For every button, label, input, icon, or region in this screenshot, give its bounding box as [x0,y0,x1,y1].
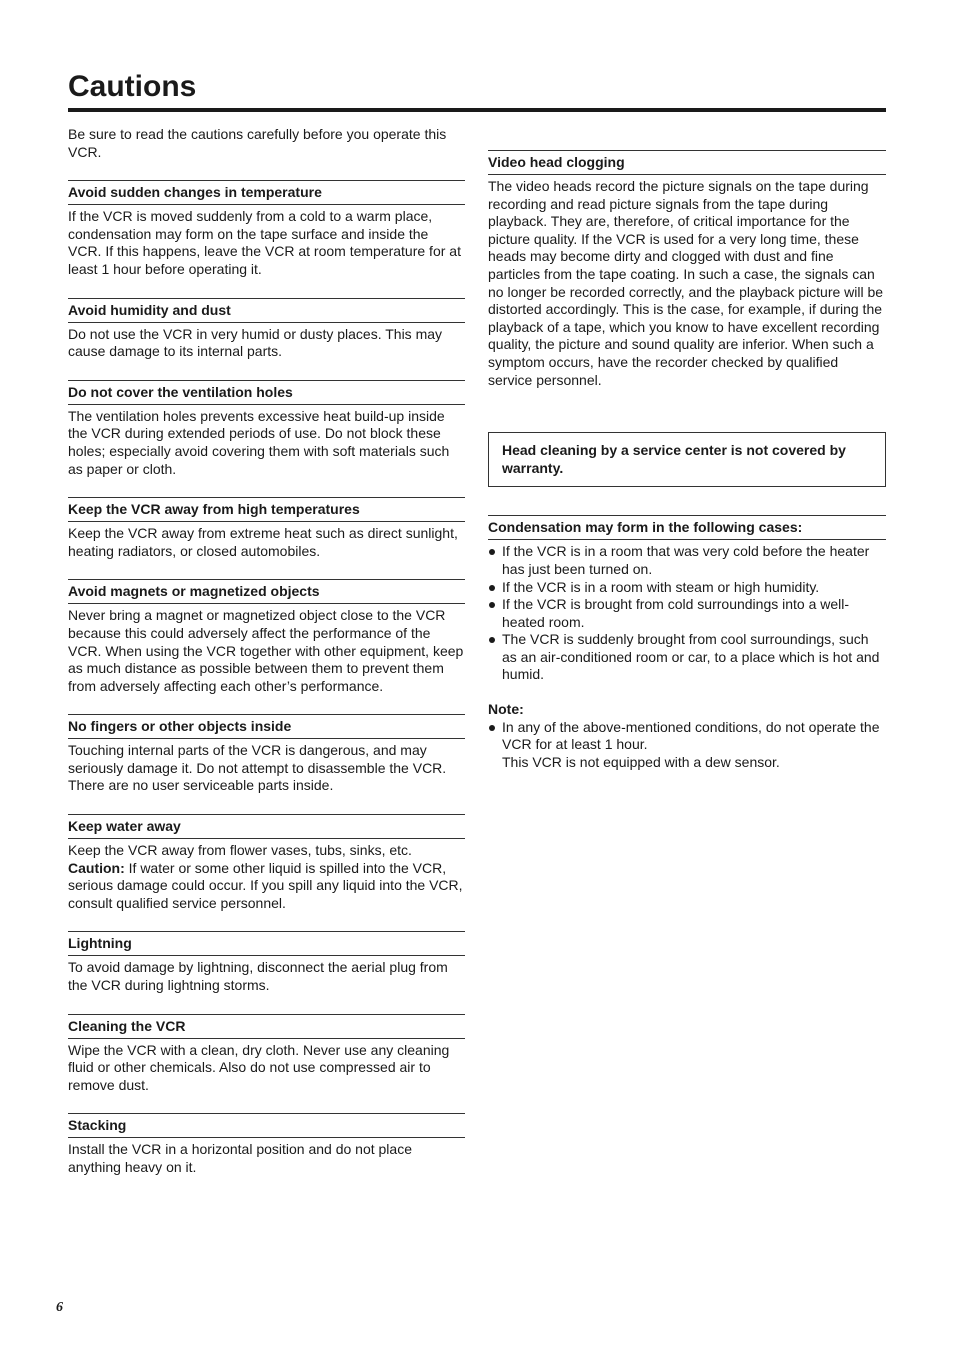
list-item [488,579,886,597]
section-lightning [68,931,465,994]
list-item-text: In any of the above-mentioned conditions, do not operate the VCR for at least 1 hour. [502,718,880,753]
list-item [488,719,886,754]
section-body: To avoid damage by lightning, disconnect the aerial plug from the VCR during lightning storms. [68,959,448,994]
section-heading: Condensation may form in the following cases: [488,515,886,540]
list-item [488,543,886,578]
section-condensation [488,515,886,771]
right-column [488,126,886,771]
section-heading: No fingers or other objects inside [68,714,465,739]
section-body: Keep the VCR away from extreme heat such as direct sunlight, heating radiators, or closed automobiles. [68,525,458,559]
section-cleaning [68,1014,465,1095]
section-body [68,842,465,912]
bullet-icon [489,602,495,608]
section-body: Never bring a magnet or magnetized object close to the VCR because this could adversely affect the performance of the VCR. When using the VCR together with other equipment, keep as much distance as possible between them to prevent them from adversely affecting each other’s performance. [68,607,464,694]
list-item-text: If the VCR is brought from cold surroundings into a well-heated room. [502,596,850,630]
note-extra-text: This VCR is not equipped with a dew sensor. [502,753,780,770]
section-ventilation [68,380,465,478]
section-heading: Cleaning the VCR [68,1014,465,1039]
page-number: 6 [56,1300,63,1315]
section-temperature-changes [68,180,465,278]
section-heading: Stacking [68,1113,465,1138]
section-body: The video heads record the picture signals on the tape during recording and read picture signals from the tape during playback. They are, therefore, of critical importance for the picture quality. If the VCR is used for a very long time, these heads may become dirty and clogged with dust and fine particles from the tape coating. In such a case, the signals can no longer be recorded correctly, and the playback picture will be distorted accordingly. This is the case, for example, if during the playback of a tape, which you know to have excellent recording quality, the picture and sound quality are inferior. When such a symptom occurs, have the recorder checked by qualified service personnel. [488,178,884,388]
section-body: Do not use the VCR in very humid or dusty places. This may cause damage to its internal parts. [68,325,443,360]
section-body: Wipe the VCR with a clean, dry cloth. Never use any cleaning fluid or other chemicals. Also do not use compressed air to remove dust. [68,1041,450,1093]
section-body: The ventilation holes prevents excessive heat build-up inside the VCR during extended periods of use. Do not block these holes; especially avoid covering them with soft materials such as paper or cloth. [68,407,450,477]
condensation-list [488,543,886,684]
caution-label: Caution: [68,859,125,876]
section-water [68,814,465,912]
section-body: Install the VCR in a horizontal position and do not place anything heavy on it. [68,1141,412,1175]
section-heading: Avoid sudden changes in temperature [68,180,465,205]
section-heading: Lightning [68,931,465,956]
section-no-fingers [68,714,465,795]
list-item [488,631,886,684]
section-stacking [68,1113,465,1176]
section-heading: Keep water away [68,814,465,839]
left-column [68,126,465,1196]
list-item-text: The VCR is suddenly brought from cool surroundings, such as an air-conditioned room or car, to a place which is hot and humid. [502,631,880,683]
note-list [488,719,886,754]
note-heading: Note: [488,701,524,718]
section-body: If the VCR is moved suddenly from a cold to a warm place, condensation may form on the tape surface and inside the VCR. If this happens, leave the VCR at room temperature for at least 1 hour before operating it. [68,208,461,277]
section-heading: Avoid humidity and dust [68,298,465,323]
page-title: Cautions [68,70,197,103]
section-heading: Avoid magnets or magnetized objects [68,579,465,604]
section-heading: Do not cover the ventilation holes [68,380,465,405]
list-item-text: If the VCR is in a room with steam or high humidity. [502,578,820,595]
section-body: Touching internal parts of the VCR is dangerous, and may seriously damage it. Do not attempt to disassemble the VCR. There are no user serviceable parts inside. [68,742,447,794]
title-rule [68,108,886,112]
list-item [488,596,886,631]
section-video-head-clogging [488,150,886,389]
bullet-icon [489,637,495,643]
section-high-temperatures [68,497,465,560]
list-item-text: If the VCR is in a room that was very cold before the heater has just been turned on. [502,543,870,577]
section-magnets [68,579,465,695]
section-heading: Keep the VCR away from high temperatures [68,497,465,522]
water-body-text: Keep the VCR away from flower vases, tubs, sinks, etc. [68,842,412,859]
caution-text: If water or some other liquid is spilled into the VCR, serious damage could occur. If you spill any liquid into the VCR, consult qualified service personnel. [68,859,463,911]
bullet-icon [489,585,495,591]
intro-text: Be sure to read the cautions carefully before you operate this VCR. [68,126,447,160]
section-heading: Video head clogging [488,150,886,175]
bullet-icon [489,725,495,731]
section-humidity-dust [68,298,465,361]
bullet-icon [489,549,495,555]
warranty-notice-box: Head cleaning by a service center is not covered by warranty. [488,432,886,487]
